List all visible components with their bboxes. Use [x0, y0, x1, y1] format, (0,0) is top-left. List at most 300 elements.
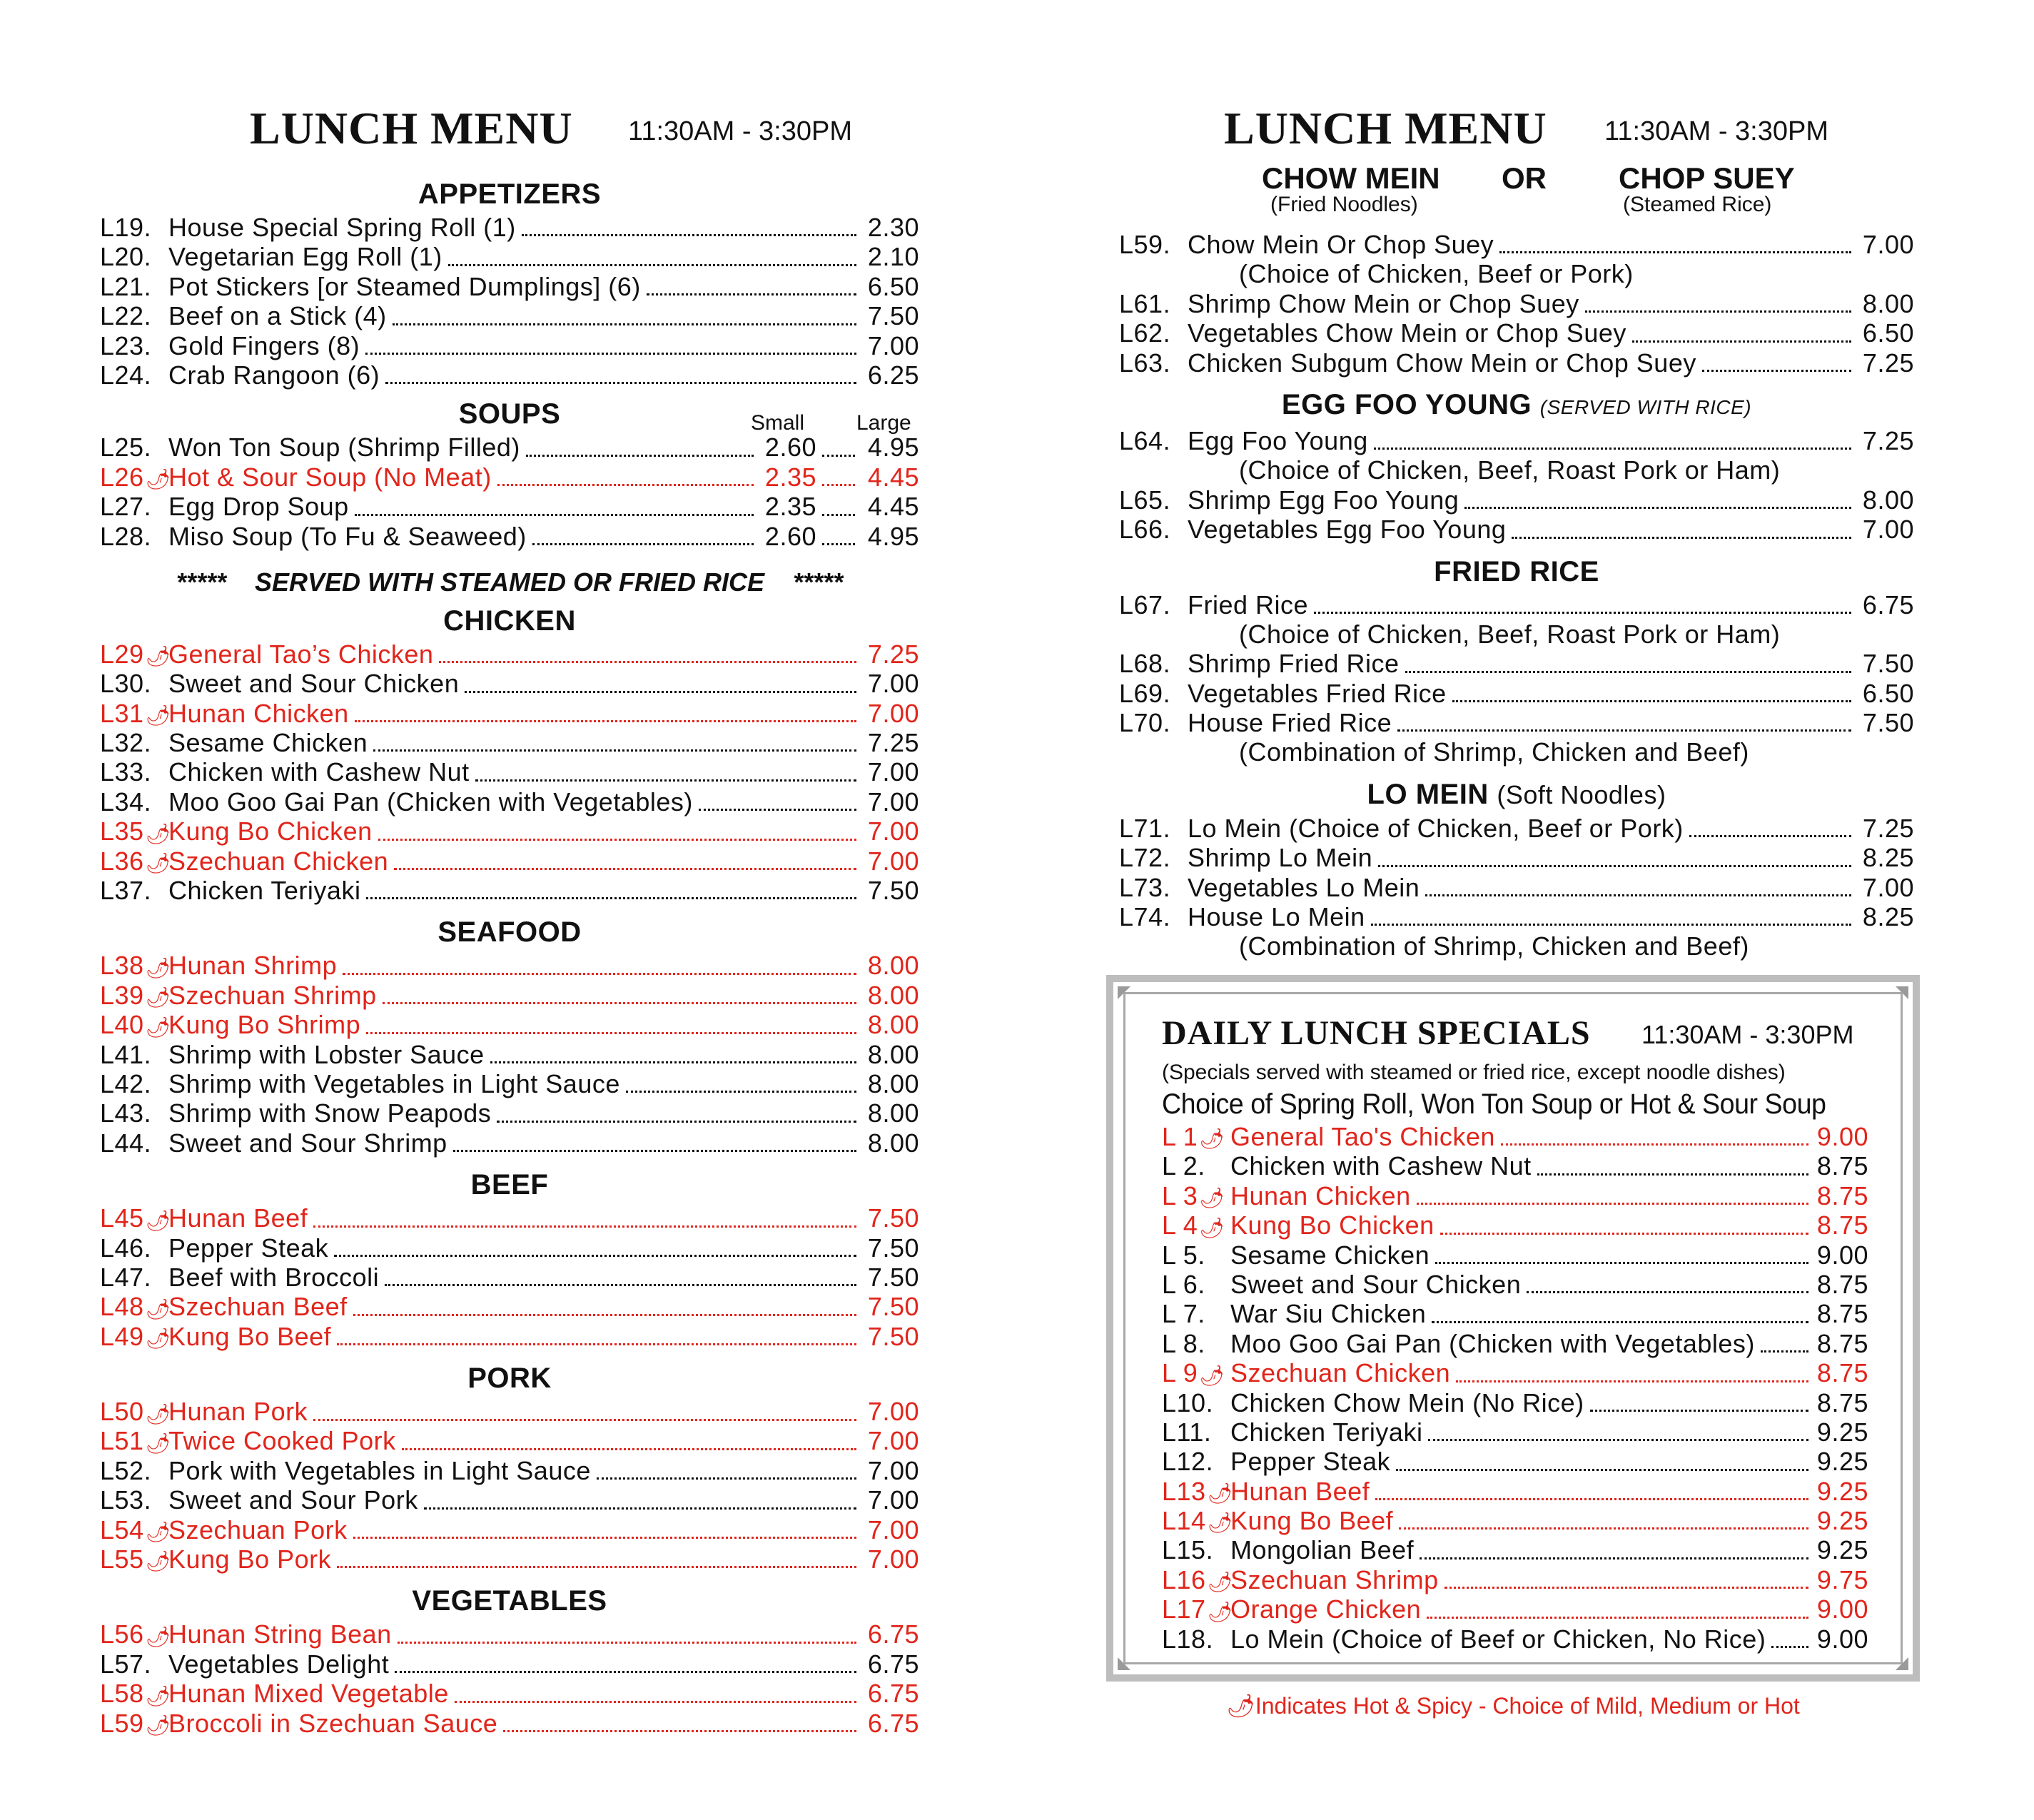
item-name: Chicken Teriyaki	[1230, 1417, 1423, 1447]
soups-header	[100, 395, 919, 433]
item-number: L14	[1162, 1506, 1206, 1536]
menu-item	[100, 1069, 919, 1098]
item-number: L 1	[1162, 1121, 1198, 1151]
item-name: General Tao’s Chicken	[168, 639, 434, 669]
item-price: 7.25	[1862, 348, 1914, 378]
dot-leader	[334, 1255, 856, 1257]
seafood-heading: SEAFOOD	[437, 916, 582, 949]
large-price: 4.45	[867, 462, 919, 492]
item-code	[100, 522, 168, 551]
item-code	[1162, 1240, 1230, 1270]
item-price: 6.25	[867, 360, 919, 390]
dot-leader	[597, 1477, 856, 1480]
item-code	[100, 1321, 171, 1351]
item-name: Beef on a Stick (4)	[168, 301, 387, 331]
menu-item	[1162, 1624, 1868, 1654]
item-name: Lo Mein (Choice of Beef or Chicken, No Rice)	[1230, 1624, 1766, 1654]
item-price: 7.00	[867, 757, 919, 787]
item-name: Broccoli in Szechuan Sauce	[168, 1708, 498, 1738]
item-price: 6.75	[867, 1619, 919, 1649]
chow-mein-heading: CHOW MEIN	[1262, 161, 1440, 195]
item-name: Crab Rangoon (6)	[168, 360, 380, 390]
item-number: L50	[100, 1397, 144, 1427]
specials-title: DAILY LUNCH SPECIALS	[1162, 1014, 1591, 1052]
menu-item	[100, 757, 919, 787]
item-price: 9.25	[1816, 1447, 1868, 1477]
item-number: L 7.	[1162, 1299, 1205, 1329]
item-name: Hunan Chicken	[168, 698, 349, 728]
item-number: L28.	[100, 521, 152, 551]
soup-item	[100, 492, 919, 521]
dot-leader	[353, 1537, 856, 1539]
item-number: L42.	[100, 1068, 152, 1098]
item-code	[100, 272, 168, 301]
item-price: 6.75	[1862, 590, 1914, 620]
item-code	[1162, 1210, 1230, 1240]
menu-item	[1162, 1594, 1868, 1624]
item-code	[1119, 348, 1188, 378]
lunch-menu-title: LUNCH MENU	[1224, 103, 1547, 153]
menu-item	[100, 242, 919, 271]
dot-leader	[343, 973, 856, 975]
dot-leader	[313, 1419, 856, 1421]
item-name: Shrimp Egg Foo Young	[1188, 485, 1459, 515]
item-number: L57.	[100, 1649, 152, 1679]
pepper-icon: 🌶	[145, 1432, 171, 1455]
item-price: 7.00	[867, 1397, 919, 1427]
item-number: L20.	[100, 242, 152, 272]
item-name: House Special Spring Roll (1)	[168, 212, 516, 242]
dot-leader	[1527, 1291, 1808, 1293]
item-name: Vegetables Lo Mein	[1188, 872, 1420, 902]
dot-leader	[1761, 1350, 1808, 1353]
item-price: 8.00	[867, 1128, 919, 1158]
menu-item	[1119, 515, 1914, 544]
dot-leader	[455, 1701, 856, 1703]
item-name: Kung Bo Chicken	[1230, 1210, 1435, 1240]
specials-title-row	[1162, 1012, 1868, 1059]
item-number: L12.	[1162, 1447, 1214, 1477]
pepper-icon: 🌶	[1199, 1216, 1225, 1239]
dot-leader	[1417, 1203, 1808, 1205]
item-code	[1162, 1506, 1233, 1536]
dot-leader	[395, 1671, 856, 1673]
pepper-icon: 🌶	[145, 704, 171, 727]
item-name: Chicken with Cashew Nut	[1230, 1151, 1532, 1181]
item-number: L 4	[1162, 1210, 1198, 1240]
pork-list	[100, 1397, 919, 1574]
pepper-icon: 🌶	[1226, 1693, 1255, 1719]
menu-item	[1119, 348, 1914, 378]
item-price: 8.75	[1816, 1328, 1868, 1358]
pepper-icon: 🌶	[145, 1016, 171, 1038]
menu-item	[100, 981, 919, 1010]
soups-heading: SOUPS	[458, 398, 561, 430]
item-code	[100, 980, 171, 1010]
item-number: L35	[100, 817, 144, 846]
dot-leader	[1375, 1498, 1808, 1500]
item-number: L31	[100, 698, 144, 728]
specials-content	[1162, 1012, 1868, 1654]
specials-hours: 11:30AM - 3:30PM	[1641, 1020, 1854, 1049]
item-name: Sweet and Sour Pork	[168, 1485, 418, 1515]
item-number: L24.	[100, 360, 152, 390]
item-code	[1162, 1122, 1230, 1151]
item-price: 9.00	[1816, 1624, 1868, 1654]
item-number: L19.	[100, 212, 152, 242]
item-price: 8.25	[1862, 902, 1914, 932]
dot-leader	[1452, 700, 1851, 702]
pepper-icon: 🌶	[145, 1328, 171, 1350]
item-code	[100, 433, 168, 462]
chow-mein-header	[1119, 161, 1914, 230]
item-price: 8.00	[867, 951, 919, 981]
item-number: L49	[100, 1321, 144, 1351]
pepper-icon: 🌶	[145, 1209, 171, 1232]
item-code	[100, 331, 168, 360]
item-code	[100, 669, 168, 698]
item-name: Szechuan Chicken	[1230, 1358, 1451, 1388]
egg-foo-young-list	[1119, 426, 1914, 545]
item-name: Chow Mein Or Chop Suey	[1188, 229, 1494, 259]
item-code	[1119, 230, 1188, 259]
soups-list	[100, 433, 919, 551]
item-name: Hunan Shrimp	[168, 951, 338, 981]
item-price: 6.75	[867, 1649, 919, 1679]
menu-item	[1119, 230, 1914, 259]
menu-item	[100, 1619, 919, 1649]
item-name: Vegetables Fried Rice	[1188, 678, 1447, 708]
menu-item	[1162, 1358, 1868, 1387]
appetizers-list	[100, 213, 919, 390]
menu-item	[1162, 1506, 1868, 1535]
dot-leader	[522, 234, 856, 236]
item-code	[1119, 318, 1188, 348]
menu-item	[1162, 1388, 1868, 1417]
menu-item	[100, 1203, 919, 1233]
large-price: 4.45	[867, 492, 919, 522]
dot-leader	[1428, 1439, 1808, 1441]
item-number: L66.	[1119, 515, 1171, 545]
item-name: Szechuan Shrimp	[1230, 1564, 1439, 1594]
item-code	[1162, 1624, 1230, 1654]
item-code	[100, 1233, 168, 1263]
item-code	[1119, 590, 1188, 620]
dot-leader	[1771, 1646, 1808, 1648]
item-number: L10.	[1162, 1387, 1214, 1417]
pepper-icon: 🌶	[145, 1714, 171, 1737]
pepper-icon: 🌶	[145, 468, 171, 491]
item-description: (Combination of Shrimp, Chicken and Beef)	[1239, 931, 1749, 961]
pepper-icon: 🌶	[145, 1625, 171, 1648]
menu-item	[100, 213, 919, 242]
chop-suey-heading: CHOP SUEY	[1619, 161, 1795, 195]
lunch-hours: 11:30AM - 3:30PM	[1604, 116, 1829, 146]
item-code	[1119, 289, 1188, 318]
item-price: 2.10	[867, 242, 919, 272]
item-number: L22.	[100, 301, 152, 331]
item-code	[100, 1128, 168, 1158]
lo-mein-note: (Soft Noodles)	[1497, 779, 1666, 809]
dot-leader	[497, 484, 754, 486]
item-code	[1162, 1388, 1230, 1417]
item-price: 8.75	[1816, 1299, 1868, 1329]
item-number: L11.	[1162, 1417, 1212, 1447]
specials-note: (Specials served with steamed or fried rice, except noodle dishes)	[1162, 1061, 1786, 1084]
menu-item	[100, 301, 919, 330]
corner-ornament	[1118, 1657, 1130, 1670]
item-code	[100, 951, 171, 981]
item-code	[100, 1292, 171, 1322]
item-code	[100, 492, 168, 521]
served-with-rice-banner: ***** SERVED WITH STEAMED OR FRIED RICE *****	[176, 567, 844, 597]
menu-item	[100, 876, 919, 905]
vegetables-heading: VEGETABLES	[412, 1585, 607, 1617]
item-number: L47.	[100, 1262, 152, 1292]
pepper-icon: 🌶	[1199, 1187, 1225, 1210]
item-number: L55	[100, 1545, 144, 1574]
item-number: L17	[1162, 1594, 1206, 1624]
pepper-icon: 🌶	[1207, 1512, 1233, 1535]
dot-leader	[1464, 507, 1851, 509]
item-name: Twice Cooked Pork	[168, 1426, 396, 1456]
dot-leader	[385, 382, 856, 384]
dot-leader	[337, 1343, 856, 1345]
item-price: 7.00	[1862, 515, 1914, 545]
dot-leader	[497, 1121, 856, 1123]
pork-heading: PORK	[467, 1363, 552, 1395]
soup-item	[100, 433, 919, 462]
lo-mein-list	[1119, 814, 1914, 961]
item-number: L27.	[100, 492, 152, 522]
item-code	[100, 1098, 168, 1128]
item-code	[1162, 1417, 1230, 1447]
item-price: 8.75	[1816, 1151, 1868, 1181]
item-price: 8.00	[867, 1010, 919, 1040]
menu-item	[100, 1545, 919, 1574]
item-number: L56	[100, 1619, 144, 1649]
item-code	[1162, 1594, 1233, 1624]
item-number: L61.	[1119, 288, 1171, 318]
item-name: Hunan Beef	[168, 1203, 308, 1233]
menu-item	[1119, 426, 1914, 455]
corner-ornament	[1896, 986, 1908, 999]
item-name: Chicken with Cashew Nut	[168, 757, 470, 787]
item-code	[100, 876, 168, 905]
menu-item	[100, 1233, 919, 1263]
item-code	[1162, 1151, 1230, 1181]
item-number: L70.	[1119, 708, 1171, 738]
item-number: L 5.	[1162, 1240, 1205, 1270]
item-price: 7.00	[867, 1485, 919, 1515]
item-name: War Siu Chicken	[1230, 1299, 1427, 1329]
dot-leader	[465, 691, 856, 693]
item-code	[1119, 515, 1188, 544]
item-price: 8.00	[867, 1039, 919, 1069]
item-name: House Lo Mein	[1188, 902, 1365, 932]
item-description: (Combination of Shrimp, Chicken and Beef)	[1239, 737, 1749, 767]
item-price: 8.25	[1862, 843, 1914, 873]
corner-ornament	[1896, 1657, 1908, 1670]
menu-item	[100, 639, 919, 669]
dot-leader	[313, 1225, 856, 1228]
large-price: 4.95	[867, 521, 919, 551]
item-name: Sesame Chicken	[168, 728, 368, 758]
item-name: Pepper Steak	[168, 1233, 329, 1263]
dot-leader	[1499, 251, 1851, 253]
appetizers-heading: APPETIZERS	[418, 178, 602, 210]
item-code	[1162, 1476, 1233, 1506]
item-price: 7.25	[867, 728, 919, 758]
dot-leader	[439, 661, 856, 663]
item-code	[1119, 679, 1188, 708]
menu-item	[100, 331, 919, 360]
menu-item	[1119, 318, 1914, 348]
item-code	[1162, 1447, 1230, 1476]
specials-choice: Choice of Spring Roll, Won Ton Soup or Hot & Sour Soup	[1162, 1088, 1826, 1120]
item-code	[100, 757, 168, 787]
spicy-legend	[1106, 1690, 1920, 1722]
item-price: 9.00	[1816, 1240, 1868, 1270]
menu-item	[100, 272, 919, 301]
item-price: 8.75	[1816, 1210, 1868, 1240]
item-code	[100, 1069, 168, 1098]
dot-leader	[503, 1730, 856, 1732]
dot-leader	[1632, 340, 1851, 343]
item-price: 7.00	[867, 1545, 919, 1574]
item-price: 6.50	[1862, 678, 1914, 708]
dot-leader	[1425, 894, 1851, 896]
menu-item	[100, 1098, 919, 1128]
item-price: 8.75	[1816, 1358, 1868, 1388]
item-price: 8.75	[1816, 1387, 1868, 1417]
menu-item	[100, 728, 919, 757]
dot-leader	[383, 1002, 856, 1004]
item-code	[100, 1456, 168, 1485]
dot-leader	[1374, 448, 1851, 450]
dot-leader	[385, 1284, 856, 1286]
item-price: 6.50	[867, 271, 919, 301]
item-code	[100, 1485, 168, 1515]
item-price: 6.75	[867, 1708, 919, 1738]
item-number: L34.	[100, 787, 152, 817]
pepper-icon: 🌶	[145, 852, 171, 875]
item-code	[100, 213, 168, 242]
item-code	[1162, 1181, 1230, 1210]
item-number: L51	[100, 1426, 144, 1456]
item-name: Hunan String Bean	[168, 1619, 392, 1649]
item-number: L65.	[1119, 485, 1171, 515]
item-code	[1162, 1270, 1230, 1299]
item-number: L74.	[1119, 902, 1171, 932]
item-name: Moo Goo Gai Pan (Chicken with Vegetables)	[1230, 1328, 1755, 1358]
item-price: 7.25	[867, 639, 919, 669]
item-name: Gold Fingers (8)	[168, 330, 360, 360]
dot-leader	[1314, 612, 1851, 614]
lunch-menu-title: LUNCH MENU	[250, 103, 573, 153]
item-number: L62.	[1119, 318, 1171, 348]
item-number: L45	[100, 1203, 144, 1233]
dot-leader	[699, 809, 856, 811]
item-price: 8.75	[1816, 1181, 1868, 1210]
item-price: 7.50	[867, 1262, 919, 1292]
item-price: 7.00	[867, 698, 919, 728]
item-name: Sesame Chicken	[1230, 1240, 1430, 1270]
soup-item	[100, 462, 919, 492]
large-size-label: Large	[856, 411, 911, 435]
item-code	[100, 1010, 171, 1040]
dot-leader	[366, 1032, 856, 1034]
item-name: Hunan Mixed Vegetable	[168, 1679, 449, 1709]
item-price: 7.50	[867, 1321, 919, 1351]
egg-foo-young-title: EGG FOO YOUNG	[1281, 388, 1532, 420]
dot-leader	[1456, 1380, 1808, 1382]
item-code	[1119, 708, 1188, 737]
item-name: General Tao's Chicken	[1230, 1121, 1495, 1151]
item-name: Vegetables Chow Mein or Chop Suey	[1188, 318, 1626, 348]
menu-item	[100, 1397, 919, 1426]
item-price: 7.00	[867, 1455, 919, 1485]
legend-text: Indicates Hot & Spicy - Choice of Mild, Medium or Hot	[1255, 1693, 1800, 1719]
item-code	[100, 817, 171, 846]
item-name: Orange Chicken	[1230, 1594, 1422, 1624]
menu-item	[100, 1709, 919, 1738]
item-number: L67.	[1119, 590, 1171, 620]
beef-list	[100, 1203, 919, 1351]
menu-item	[1119, 814, 1914, 843]
menu-item	[100, 360, 919, 390]
dot-leader	[1702, 370, 1851, 372]
dot-leader	[373, 749, 856, 752]
menu-item	[100, 951, 919, 980]
item-name: Pepper Steak	[1230, 1447, 1391, 1477]
item-price: 7.00	[1862, 229, 1914, 259]
item-price: 8.00	[867, 1068, 919, 1098]
item-price: 8.00	[1862, 288, 1914, 318]
item-code	[100, 846, 171, 876]
dot-leader	[532, 543, 754, 545]
item-number: L54	[100, 1515, 144, 1545]
item-price: 7.50	[867, 876, 919, 906]
menu-item	[100, 1010, 919, 1039]
item-number: L15.	[1162, 1535, 1214, 1565]
menu-item	[100, 669, 919, 698]
item-code	[100, 301, 168, 330]
pepper-icon: 🌶	[145, 645, 171, 668]
menu-item	[1162, 1477, 1868, 1506]
or-heading: OR	[1502, 161, 1547, 195]
item-code	[100, 1397, 171, 1427]
dot-leader	[393, 323, 856, 325]
item-name: Vegetables Delight	[168, 1649, 390, 1679]
menu-item	[100, 846, 919, 876]
menu-item	[100, 1679, 919, 1708]
item-price: 7.50	[1862, 708, 1914, 738]
dot-leader	[355, 514, 754, 516]
item-price: 7.00	[867, 787, 919, 817]
menu-item	[100, 1427, 919, 1456]
fried-rice-list	[1119, 590, 1914, 767]
item-code	[100, 787, 168, 817]
item-code	[100, 242, 168, 271]
item-code	[100, 1679, 171, 1709]
item-code	[1162, 1329, 1230, 1358]
lo-mein-heading	[1119, 777, 1914, 812]
item-number: L53.	[100, 1485, 152, 1515]
menu-item	[1162, 1122, 1868, 1151]
item-price: 7.25	[1862, 813, 1914, 843]
item-price: 8.00	[1862, 485, 1914, 515]
